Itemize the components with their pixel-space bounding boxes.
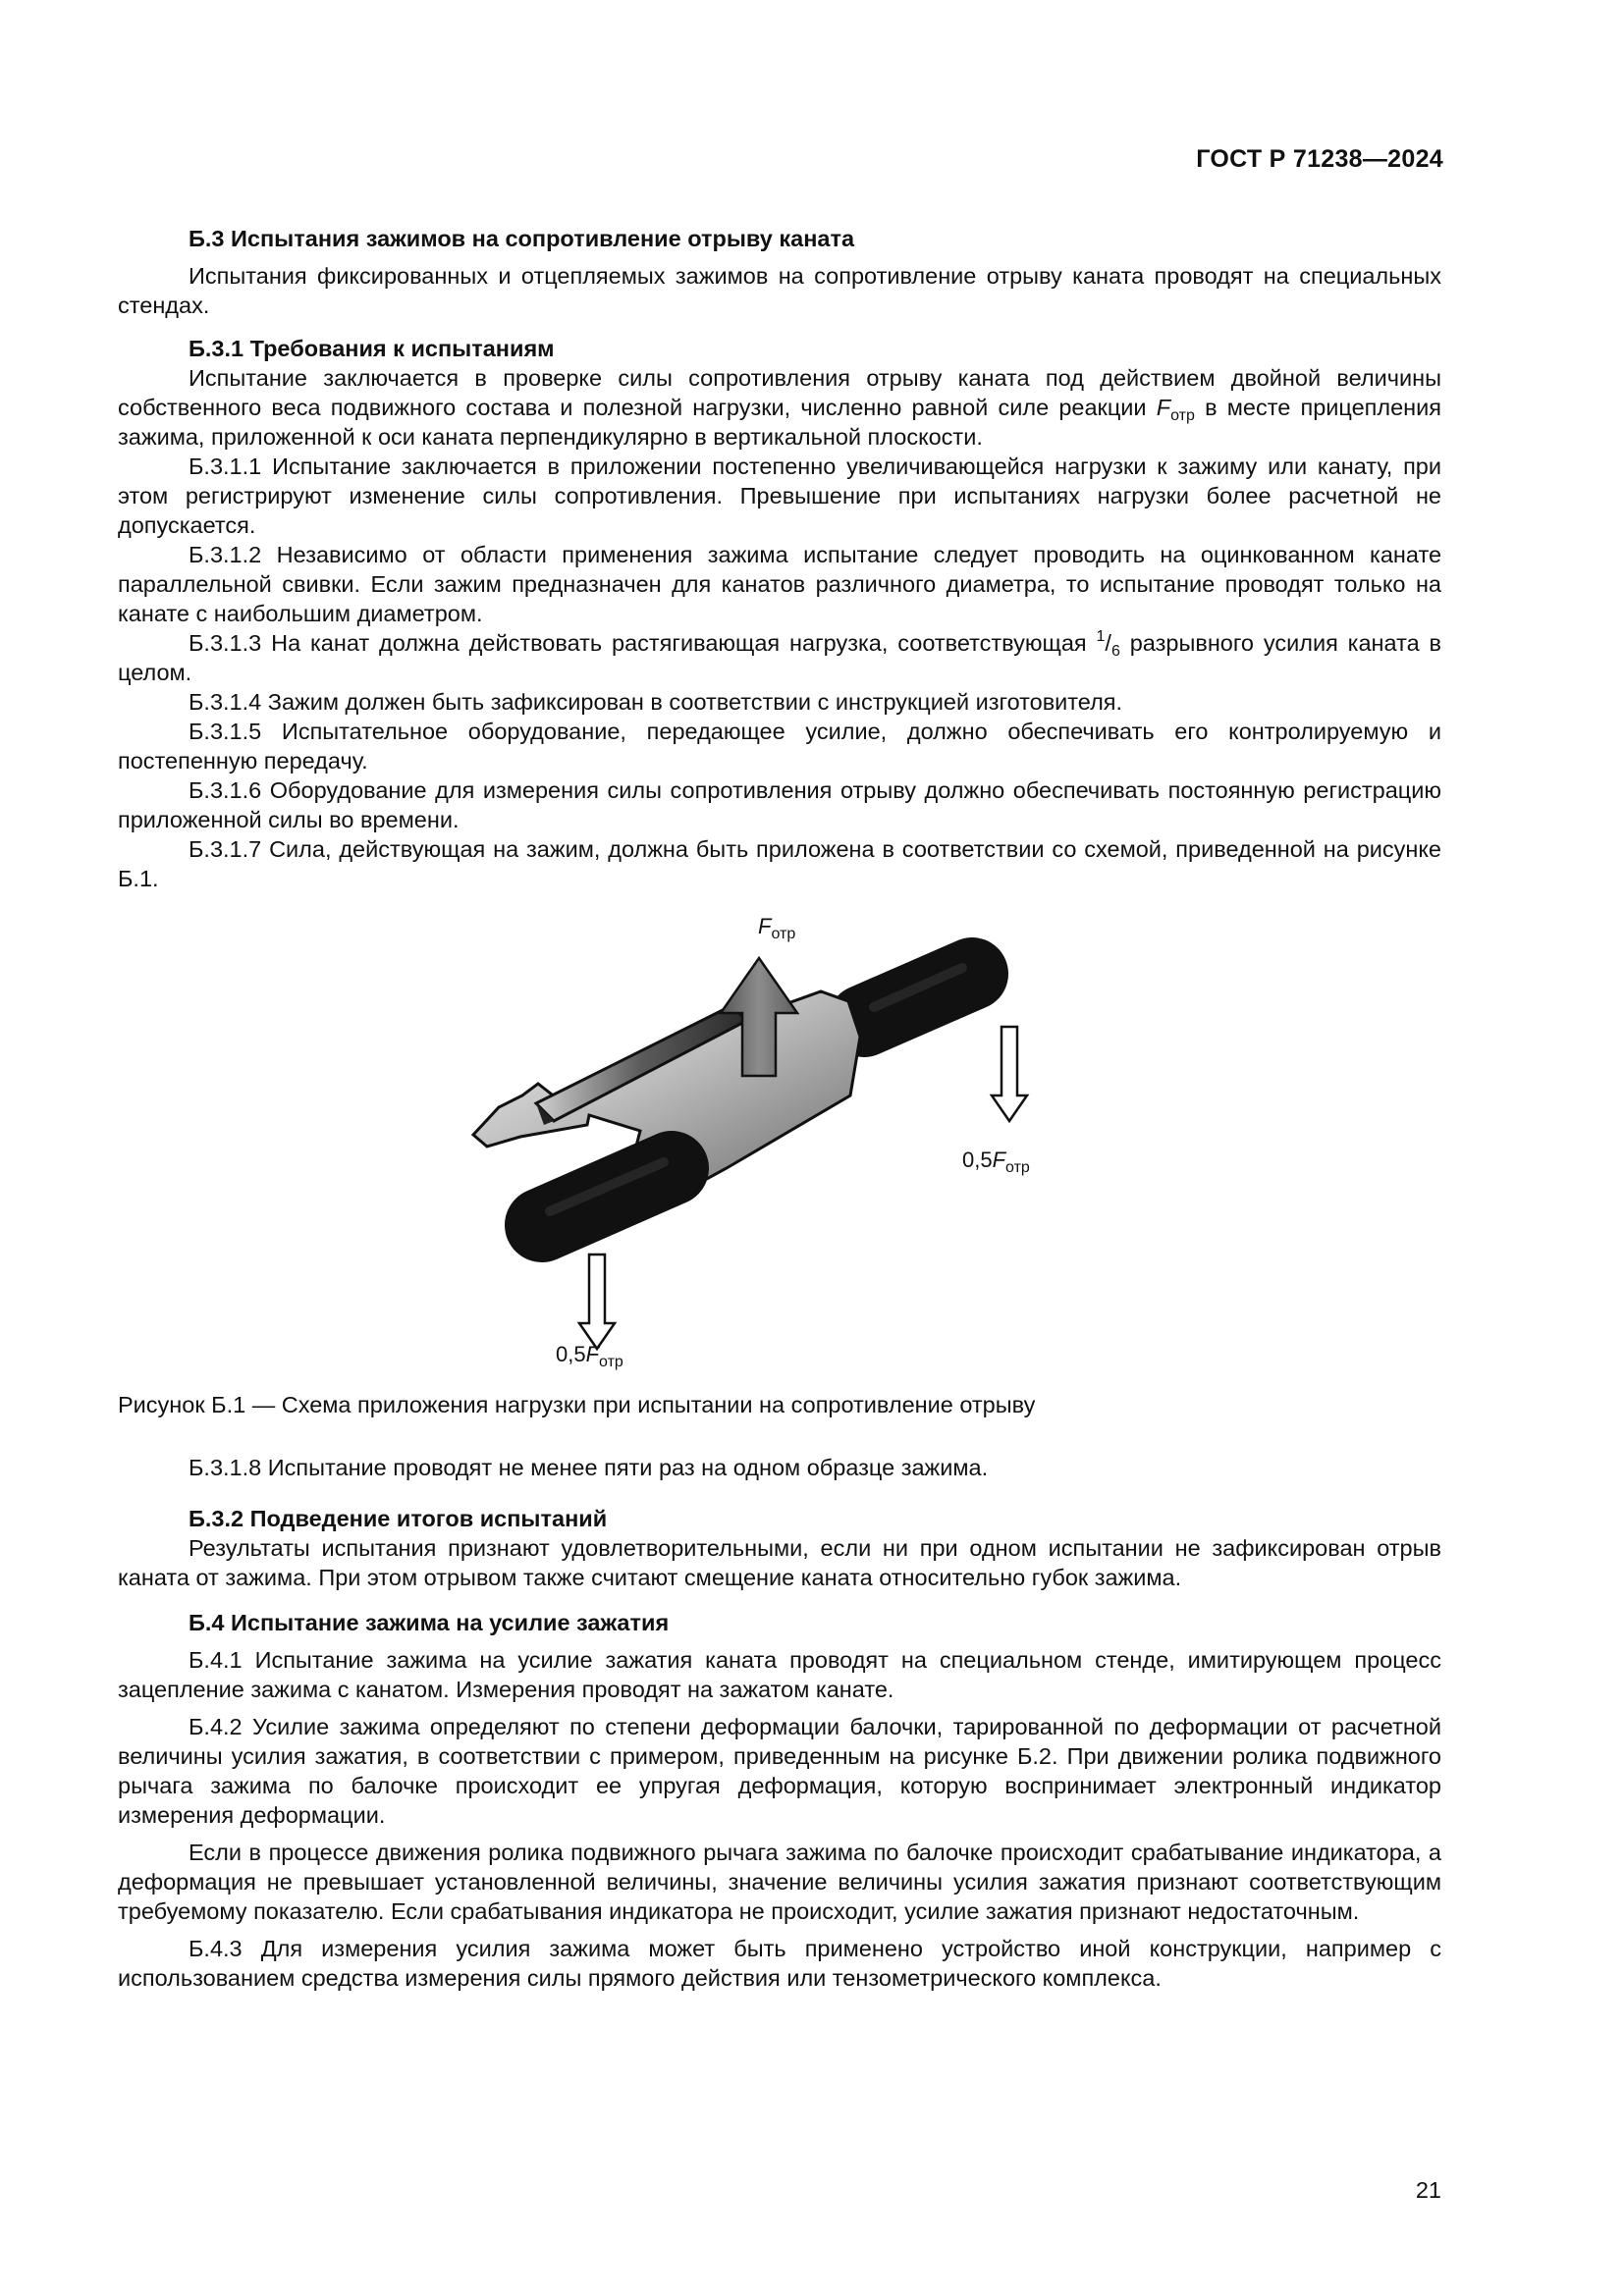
figure-caption: Рисунок Б.1 — Схема приложения нагрузки при испытании на сопротивление отрыву bbox=[118, 1392, 1036, 1417]
item-b42 bbox=[118, 1712, 1441, 1830]
item-text: Испытательное оборудование, передающее усилие, должно обеспечивать его контролируемую и постепенную передачу. bbox=[118, 719, 1441, 774]
intro-text-b: в месте прицепления зажима, приложенной к оси каната перпендикулярно в вертикальной плоскости. bbox=[118, 395, 1442, 450]
label-coefficient: 0,5 bbox=[962, 1148, 993, 1172]
item-b317 bbox=[118, 834, 1441, 893]
fraction-denominator: 6 bbox=[1110, 643, 1120, 660]
figure-b1 bbox=[118, 911, 1441, 1372]
item-b311 bbox=[118, 452, 1441, 540]
item-b316 bbox=[118, 775, 1441, 834]
item-b315 bbox=[118, 717, 1441, 775]
item-number: Б.4.2 bbox=[189, 1714, 243, 1739]
item-text: Испытание зажима на усилие зажатия каната проводят на специальном стенде, имитирующем процесс зацепление зажима с канатом. Измерения проводят на зажатом канате. bbox=[118, 1647, 1441, 1702]
intro-text-a: Испытание заключается в проверке силы сопротивления отрыву каната под действием двойной величины собственного веса подвижного состава и полезной нагрузки, численно равной силе реакции bbox=[118, 365, 1441, 420]
item-text: На канат должна действовать растягивающая нагрузка, соответствующая bbox=[271, 630, 1097, 656]
item-b312 bbox=[118, 540, 1441, 628]
section-b3-intro: Испытания фиксированных и отцепляемых зажимов на сопротивление отрыву каната проводят на специальных стендах. bbox=[118, 263, 1441, 318]
section-b4-paragraph: Если в процессе движения ролика подвижного рычага зажима по балочке происходит срабатывание индикатора, а деформация не превышает установленной величины, значение величины усилия зажатия признают соответствующим требуемому показателю. Если срабатывания индикатора не происходит, усилие зажатия признают недостаточным. bbox=[118, 1840, 1441, 1924]
section-b31-intro bbox=[118, 363, 1441, 452]
fraction-numerator: 1 bbox=[1096, 628, 1106, 645]
fraction-slash: / bbox=[1105, 630, 1111, 656]
item-b313 bbox=[118, 628, 1441, 687]
item-text: Испытание заключается в приложении постепенно увеличивающейся нагрузки к зажиму или канату, при этом регистрируют изменение силы сопротивления. Превышение при испытаниях нагрузки более расчетной не допускается. bbox=[118, 454, 1442, 538]
document-id-header: ГОСТ Р 71238—2024 bbox=[1196, 145, 1443, 173]
item-text: Для измерения усилия зажима может быть применено устройство иной конструкции, например с использованием средства измерения силы прямого действия или тензометрического комплекса. bbox=[118, 1936, 1441, 1991]
section-b4-title: Б.4 Испытание зажима на усилие зажатия bbox=[189, 1610, 670, 1635]
item-text: Испытание проводят не менее пяти раз на одном образце зажима. bbox=[267, 1455, 989, 1480]
force-symbol: F bbox=[1156, 395, 1171, 420]
item-text: Зажим должен быть зафиксирован в соответствии с инструкцией изготовителя. bbox=[267, 689, 1123, 715]
page-content bbox=[118, 224, 1441, 1993]
force-arrow-down-right bbox=[992, 1027, 1027, 1121]
force-subscript: отр bbox=[1170, 407, 1195, 424]
item-number: Б.3.1.8 bbox=[189, 1455, 262, 1480]
label-symbol: F bbox=[585, 1342, 600, 1366]
item-number: Б.3.1.7 bbox=[189, 836, 262, 862]
item-b314 bbox=[118, 687, 1441, 717]
label-symbol: F bbox=[758, 914, 772, 938]
item-b318 bbox=[118, 1453, 1441, 1482]
section-b3-title: Б.3 Испытания зажимов на сопротивление отрыву каната bbox=[189, 226, 855, 251]
item-text-b: разрывного усилия каната в целом. bbox=[118, 630, 1441, 685]
rope-right bbox=[864, 968, 972, 1021]
section-b31-title: Б.3.1 Требования к испытаниям bbox=[189, 336, 555, 361]
item-text: Сила, действующая на зажим, должна быть приложена в соответствии со схемой, приведенной на рисунке Б.1. bbox=[118, 836, 1441, 891]
section-b32-text: Результаты испытания признают удовлетворительными, если ни при одном испытании не зафиксирован отрыв каната от зажима. При этом отрывом также считают смещение каната относительно губок зажима. bbox=[118, 1535, 1441, 1590]
item-number: Б.3.1.3 bbox=[189, 630, 262, 656]
item-text: Независимо от области применения зажима испытание следует проводить на оцинкованном канате параллельной свивки. Если зажим предназначен для канатов различного диаметра, то испытание проводят только на канате с наибольшим диаметром. bbox=[118, 542, 1442, 626]
item-number: Б.3.1.5 bbox=[189, 719, 262, 744]
item-b41 bbox=[118, 1645, 1441, 1704]
item-text: Оборудование для измерения силы сопротивления отрыву должно обеспечивать постоянную регистрацию приложенной силы во времени. bbox=[118, 777, 1442, 832]
item-number: Б.4.1 bbox=[189, 1647, 243, 1673]
label-subscript: отр bbox=[1005, 1159, 1030, 1176]
label-subscript: отр bbox=[599, 1354, 623, 1370]
label-force-top bbox=[758, 914, 796, 942]
label-subscript: отр bbox=[771, 926, 796, 942]
item-number: Б.3.1.6 bbox=[189, 777, 262, 803]
label-force-right bbox=[962, 1148, 1030, 1176]
item-text: Усилие зажима определяют по степени деформации балочки, тарированной по деформации от расчетной величины усилия зажатия, в соответствии с примером, приведенным на рисунке Б.2. При движении ролика подвижного рычага зажима по балочке происходит ее упругая деформация, которую воспринимает электронный индикатор измерения деформации. bbox=[118, 1714, 1442, 1828]
label-coefficient: 0,5 bbox=[556, 1342, 586, 1366]
item-number: Б.3.1.4 bbox=[189, 689, 262, 715]
page-number: 21 bbox=[1415, 2177, 1441, 2203]
item-number: Б.3.1.2 bbox=[189, 542, 262, 567]
label-symbol: F bbox=[992, 1148, 1006, 1172]
section-b32-title: Б.3.2 Подведение итогов испытаний bbox=[189, 1506, 608, 1531]
item-number: Б.3.1.1 bbox=[189, 454, 262, 479]
force-arrow-down-left bbox=[579, 1255, 615, 1349]
item-b43 bbox=[118, 1934, 1441, 1993]
clamp-load-diagram bbox=[118, 911, 1441, 1372]
rope-left bbox=[542, 1162, 672, 1225]
label-force-left bbox=[556, 1342, 623, 1370]
item-number: Б.4.3 bbox=[189, 1936, 243, 1961]
